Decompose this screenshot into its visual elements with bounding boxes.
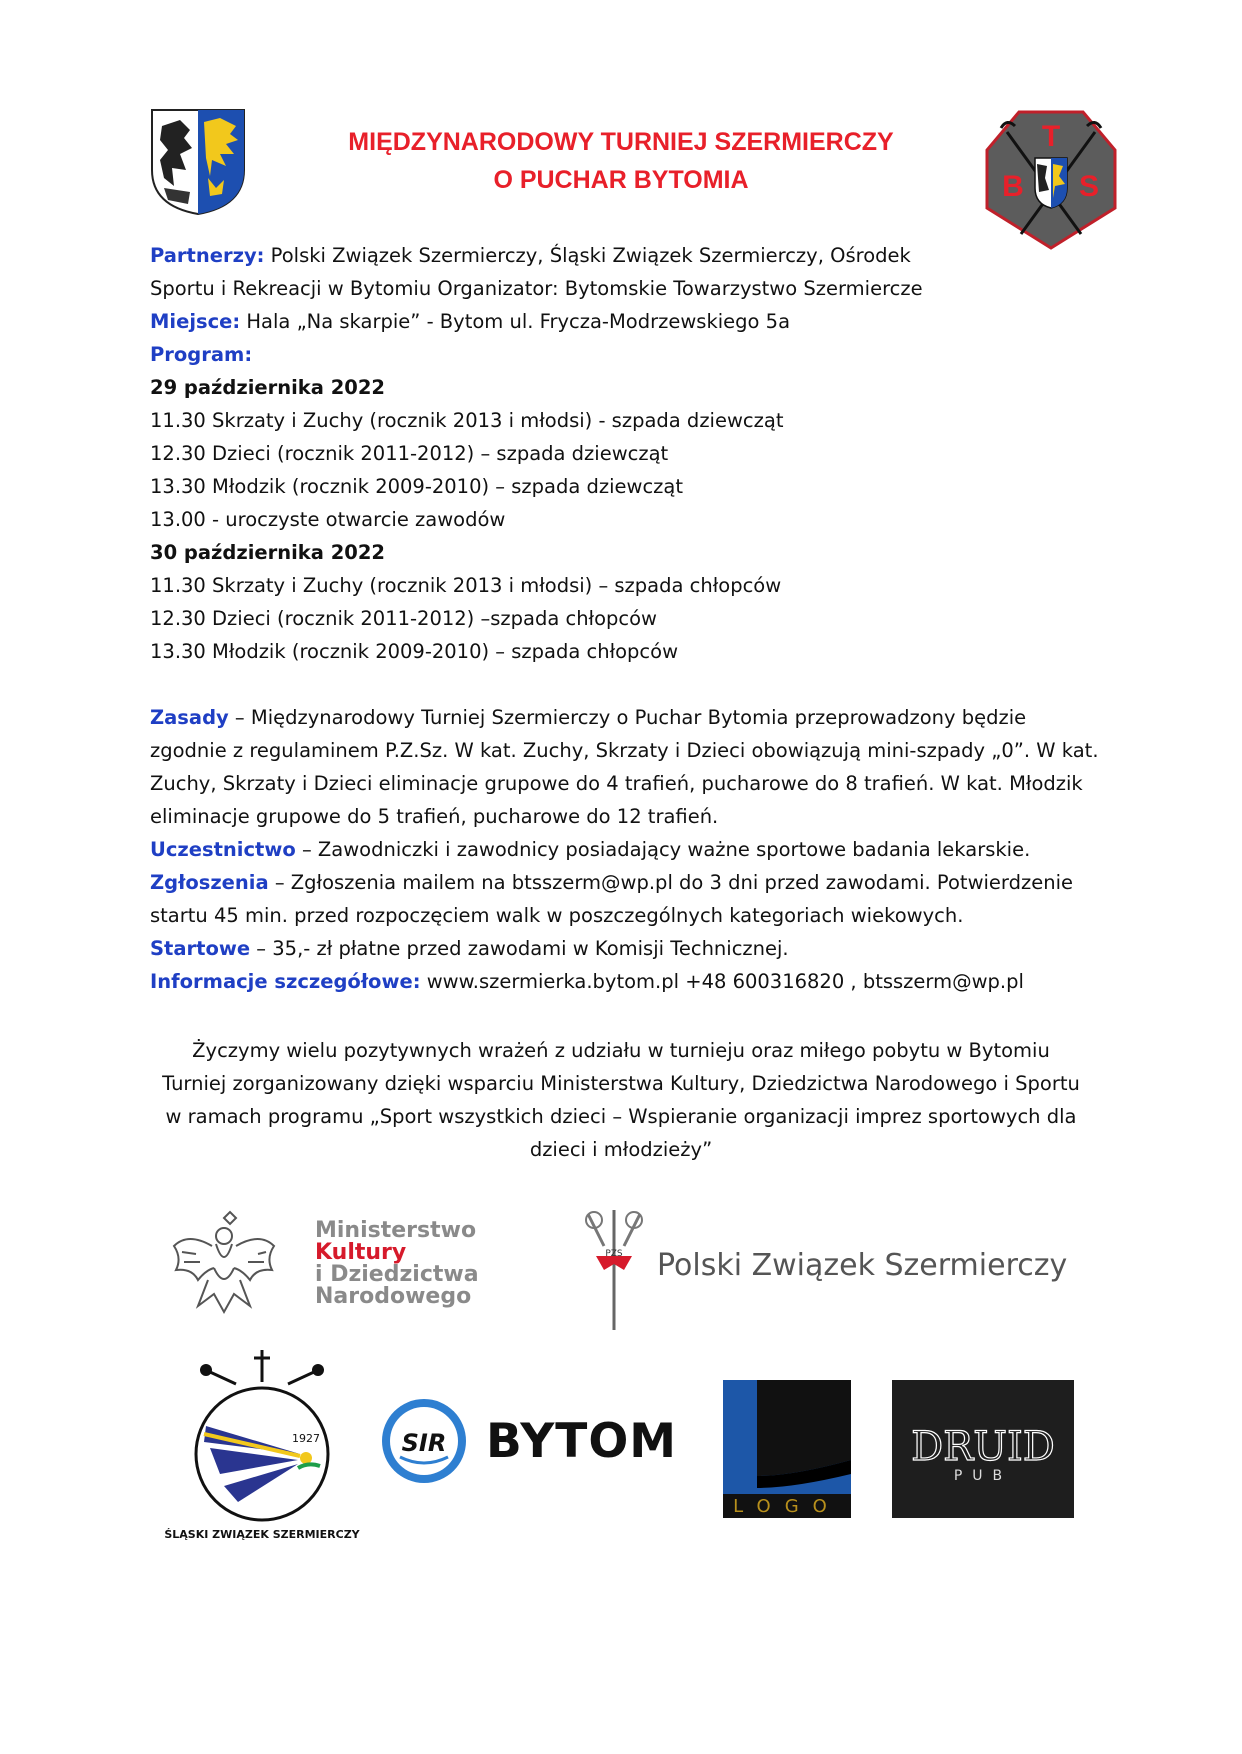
logo-brand-text: LOGO <box>733 1496 841 1517</box>
partners-line2: Sportu i Rekreacji w Bytomiu Organizator: Bytomskie Towarzystwo Szermiercze <box>150 277 923 300</box>
osir-logo-icon <box>378 1395 470 1487</box>
slaski-ring-text: ŚLĄSKI ZWIĄZEK SZERMIERCZY <box>164 1528 360 1541</box>
slaski-year: 1927 <box>292 1432 320 1445</box>
closing-line: Życzymy wielu pozytywnych wrażeń z udziału w turnieju oraz miłego pobytu w Bytomiu <box>192 1039 1050 1062</box>
zasady-label: Zasady <box>150 706 229 729</box>
zgloszenia-label: Zgłoszenia <box>150 871 269 894</box>
place-text: Hala „Na skarpie” - Bytom ul. Frycza-Modrzewskiego 5a <box>240 310 791 333</box>
zasady-text: – Międzynarodowy Turniej Szermierczy o Puchar Bytomia przeprowadzony będzie <box>228 706 1027 729</box>
mkidn-line4: Narodowego <box>315 1284 472 1309</box>
day2-item: 12.30 Dzieci (rocznik 2011-2012) –szpada chłopców <box>150 607 657 630</box>
uczestnictwo-line <box>150 837 1030 863</box>
info-label: Informacje szczegółowe: <box>150 970 421 993</box>
day2-item: 13.30 Młodzik (rocznik 2009-2010) – szpada chłopców <box>150 640 679 663</box>
zasady-line: Zuchy, Skrzaty i Dzieci eliminacje grupowe do 4 trafień, pucharowe do 8 trafień. W kat. Młodzik <box>150 772 1083 795</box>
info-line <box>150 969 1024 995</box>
bytom-coat-of-arms-logo <box>150 108 246 216</box>
day1-item: 13.00 - uroczyste otwarcie zawodów <box>150 508 506 531</box>
place-line <box>150 309 790 335</box>
day1-item: 11.30 Skrzaty i Zuchy (rocznik 2013 i młodsi) - szpada dziewcząt <box>150 409 784 432</box>
day1-item: 12.30 Dzieci (rocznik 2011-2012) – szpada dziewcząt <box>150 442 669 465</box>
slaski-zwiazek-logo <box>164 1346 360 1546</box>
startowe-line <box>150 936 789 962</box>
pzs-badge: PZS <box>605 1249 623 1259</box>
startowe-label: Startowe <box>150 937 251 960</box>
pzs-fencing-emblem-icon <box>578 1206 650 1334</box>
startowe-text: – 35,- zł płatne przed zawodami w Komisji Technicznej. <box>250 937 789 960</box>
zasady-line: eliminacje grupowe do 5 trafień, pucharowe do 12 trafień. <box>150 805 719 828</box>
bts-letter-s: S <box>1078 170 1100 203</box>
polish-eagle-icon <box>168 1210 280 1320</box>
uczestnictwo-label: Uczestnictwo <box>150 838 296 861</box>
place-label: Miejsce: <box>150 310 241 333</box>
day1-item: 13.30 Młodzik (rocznik 2009-2010) – szpada dziewcząt <box>150 475 684 498</box>
mkidn-line1: Ministerstwo <box>315 1218 477 1243</box>
program-label: Program: <box>150 343 253 366</box>
day2-date: 30 października 2022 <box>150 541 385 564</box>
page-title-line1: MIĘDZYNARODOWY TURNIEJ SZERMIERCZY <box>348 128 894 156</box>
bts-club-logo <box>985 110 1117 250</box>
mkidn-line3: i Dziedzictwa <box>315 1262 479 1287</box>
zgloszenia-line2: startu 45 min. przed rozpoczęciem walk w poszczególnych kategoriach wiekowych. <box>150 904 964 927</box>
day2-item: 11.30 Skrzaty i Zuchy (rocznik 2013 i młodsi) – szpada chłopców <box>150 574 782 597</box>
closing-line: w ramach programu „Sport wszystkich dzieci – Wspieranie organizacji imprez sportowych dla <box>165 1105 1077 1128</box>
closing-line: dzieci i młodzieży” <box>529 1138 713 1161</box>
zasady-line: zgodnie z regulaminem P.Z.Sz. W kat. Zuchy, Skrzaty i Dzieci obowiązują mini-szpady „0”. W kat. <box>150 739 1099 762</box>
osir-badge: SIR <box>401 1429 447 1457</box>
mkidn-line2: Kultury <box>315 1240 407 1265</box>
bts-letter-t: T <box>1041 120 1061 153</box>
druid-line1: DRUID <box>911 1424 1055 1470</box>
closing-line: Turniej zorganizowany dzięki wsparciu Ministerstwa Kultury, Dziedzictwa Narodowego i Sportu <box>162 1072 1080 1095</box>
zgloszenia-line <box>150 870 1073 896</box>
partners-label: Partnerzy: <box>150 244 265 267</box>
zasady-line <box>150 705 1026 731</box>
osir-bytom-text: BYTOM <box>486 1414 678 1469</box>
mkidn-logo-text <box>315 1220 479 1308</box>
druid-line2: PUB <box>953 1468 1013 1484</box>
uczestnictwo-text: – Zawodniczki i zawodnicy posiadający ważne sportowe badania lekarskie. <box>295 838 1031 861</box>
page-title-line2: O PUCHAR BYTOMIA <box>493 166 749 194</box>
zgloszenia-text: – Zgłoszenia mailem na btsszerm@wp.pl do 3 dni przed zawodami. Potwierdzenie <box>268 871 1073 894</box>
druid-pub-logo <box>892 1380 1074 1518</box>
day1-date: 29 października 2022 <box>150 376 385 399</box>
info-text: www.szermierka.bytom.pl +48 600316820 , btsszerm@wp.pl <box>420 970 1024 993</box>
logo-brand-icon <box>723 1380 851 1518</box>
pzs-logo-text: Polski Związek Szermierczy <box>657 1248 1068 1283</box>
bts-letter-b: B <box>1002 170 1024 203</box>
partners-line <box>150 243 911 269</box>
partners-text: Polski Związek Szermierczy, Śląski Związek Szermierczy, Ośrodek <box>264 244 911 267</box>
